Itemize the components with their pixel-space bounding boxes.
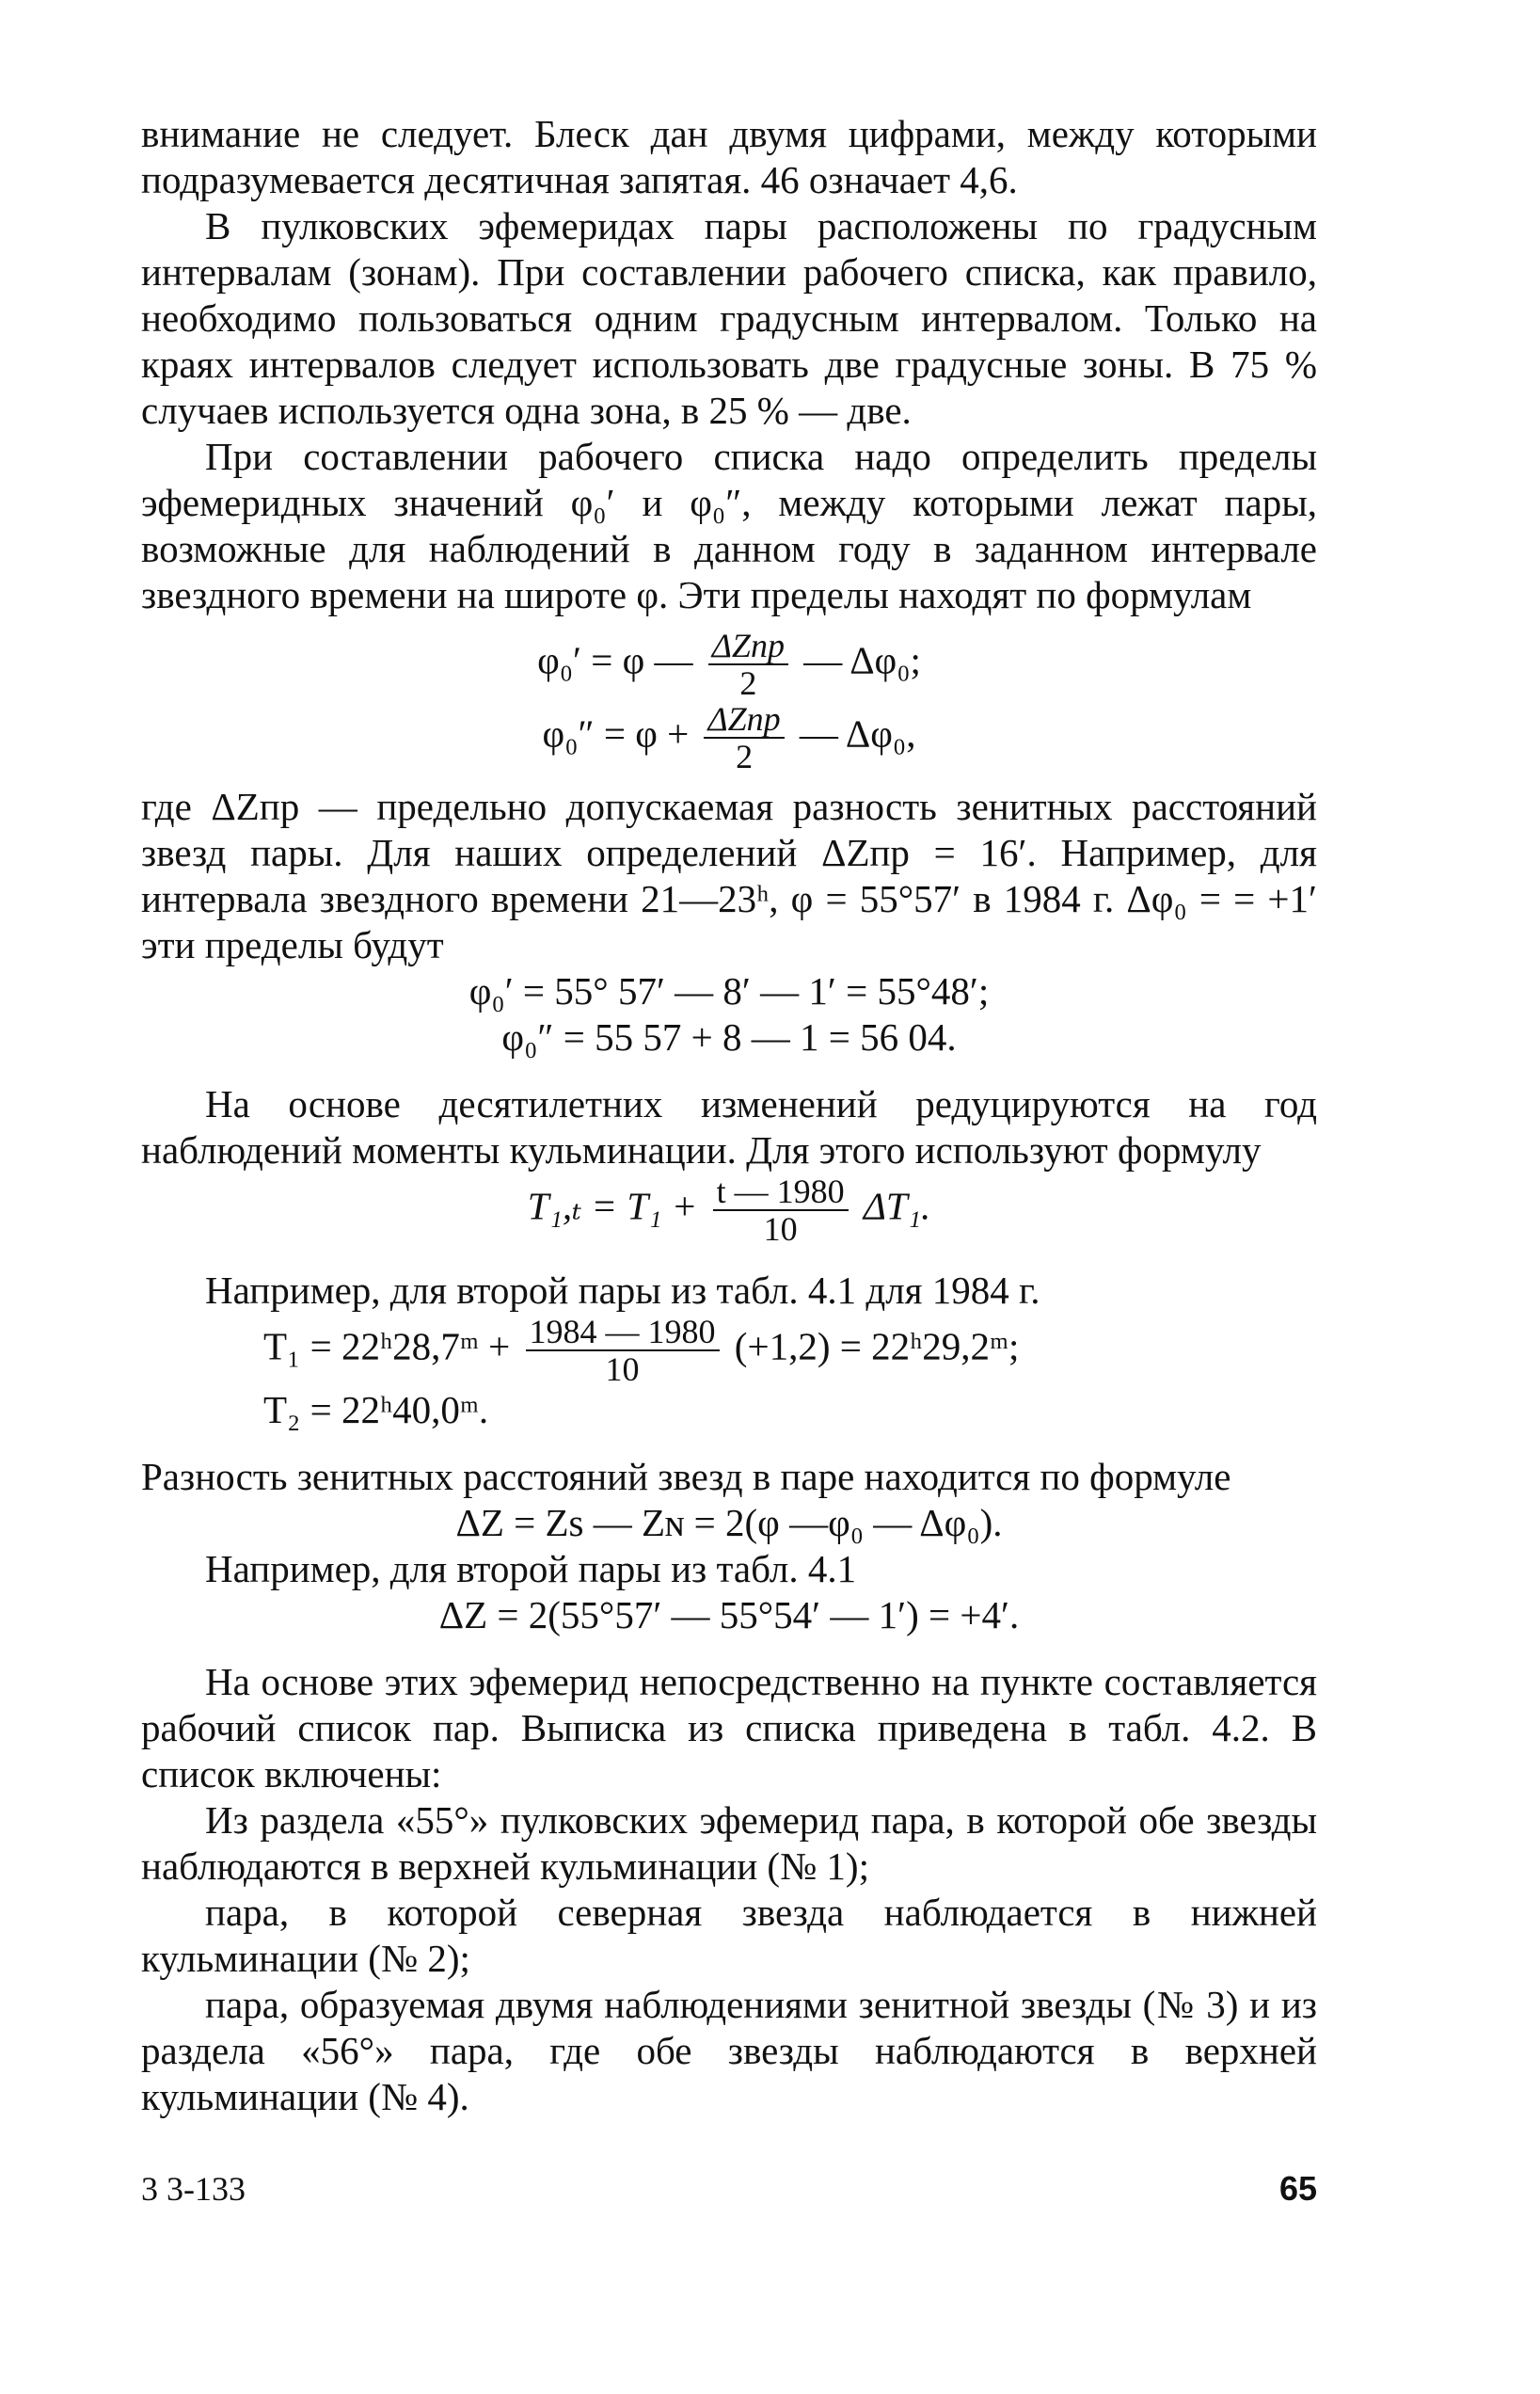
fraction-numerator: ΔZпр xyxy=(704,701,784,739)
fraction xyxy=(526,1314,720,1387)
paragraph-1: внимание не следует. Блеск дан двумя цифрами, между которыми подразумевается десятичная запятая. 46 означает 4,6. xyxy=(141,112,1317,201)
formula-part: (+1,2) = 22ʰ29,2ᵐ; xyxy=(734,1324,1020,1368)
formula-t1 xyxy=(141,1314,1317,1387)
fraction xyxy=(713,1173,849,1247)
formula-phi-upper xyxy=(141,701,1317,774)
paragraph-7: Разность зенитных расстояний звезд в паре находится по формуле xyxy=(141,1455,1231,1498)
fraction-numerator: ΔZпр xyxy=(708,628,788,665)
page-number: 65 xyxy=(1278,2169,1317,2208)
fraction-denominator: 10 xyxy=(763,1210,798,1248)
paragraph-8: Например, для второй пары из табл. 4.1 xyxy=(205,1547,857,1590)
fraction-denominator: 2 xyxy=(736,738,754,775)
paragraph-2: В пулковских эфемеридах пары расположены по градусным интервалам (зонам). При составлении рабочего списка, как правило, необходимо пользоваться одним градусным интервалом. Только на краях интервалов следует использовать две градусные зоны. В 75 % случаев используется одна зона, в 25 % — две. xyxy=(141,204,1317,432)
formula-zenith-example: ΔZ = 2(55°57′ — 55°54′ — 1′) = +4′. xyxy=(438,1593,1020,1636)
fraction-denominator: 2 xyxy=(739,664,757,702)
fraction-numerator: t — 1980 xyxy=(713,1173,849,1211)
paragraph-3: При составлении рабочего списка надо определить пределы эфемеридных значений φ₀′ и φ₀″, между которыми лежат пары, возможные для наблюдений в данном году в заданном интервале звездного времени на широте φ. Эти пределы находят по формулам xyxy=(141,435,1317,616)
formula-example-lower: φ₀′ = 55° 57′ — 8′ — 1′ = 55°48′; xyxy=(468,969,990,1013)
formula-part: φ₀″ = φ + xyxy=(542,711,690,756)
formula-part: — Δφ₀; xyxy=(803,638,921,682)
fraction-numerator: 1984 — 1980 xyxy=(526,1314,720,1351)
formula-culmination-reduction xyxy=(141,1173,1317,1247)
formula-part: T₁ = 22ʰ28,7ᵐ + xyxy=(263,1324,511,1368)
formula-part: — Δφ₀, xyxy=(799,711,916,756)
paragraph-6: Например, для второй пары из табл. 4.1 для 1984 г. xyxy=(205,1269,1040,1312)
formula-t2: T₂ = 22ʰ40,0ᵐ. xyxy=(263,1388,489,1431)
formula-part: T₁,ₜ = T₁ + xyxy=(527,1184,698,1228)
fraction xyxy=(704,701,784,774)
formula-part: ΔT₁. xyxy=(863,1184,931,1228)
paragraph-9: На основе этих эфемерид непосредственно на пункте составляется рабочий список пар. Выписка из списка приведена в табл. 4.2. В список включены: xyxy=(141,1660,1317,1796)
formula-phi-lower xyxy=(141,628,1317,701)
paragraph-4: где ΔZпр — предельно допускаемая разность зенитных расстояний звезд пары. Для наших определений ΔZпр = 16′. Например, для интервала звездного времени 21—23ʰ, φ = 55°57′ в 1984 г. Δφ₀ = = +1′ эти пределы будут xyxy=(141,785,1317,966)
paragraph-12: пара, образуемая двумя наблюдениями зенитной звезды (№ 3) и из раздела «56°» пара, где обе звезды наблюдаются в верхней кульминации (№ 4). xyxy=(141,1983,1317,2118)
paragraph-10: Из раздела «55°» пулковских эфемерид пара, в которой обе звезды наблюдаются в верхней кульминации (№ 1); xyxy=(141,1798,1317,1888)
page-footer xyxy=(141,2169,1317,2209)
paragraph-5: На основе десятилетних изменений редуцируются на год наблюдений моменты кульминации. Для этого используют формулу xyxy=(141,1082,1317,1172)
fraction-denominator: 10 xyxy=(605,1350,640,1388)
formula-zenith-difference: ΔZ = Zs — Zɴ = 2(φ —φ₀ — Δφ₀). xyxy=(455,1501,1003,1544)
paragraph-11: пара, в которой северная звезда наблюдается в нижней кульминации (№ 2); xyxy=(141,1891,1317,1980)
formula-part: φ₀′ = φ — xyxy=(537,638,693,682)
fraction xyxy=(708,628,788,701)
formula-example-upper: φ₀″ = 55 57 + 8 — 1 = 56 04. xyxy=(501,1015,957,1059)
page-body xyxy=(141,111,1317,2120)
signature-mark: 3 3-133 xyxy=(141,2170,246,2208)
